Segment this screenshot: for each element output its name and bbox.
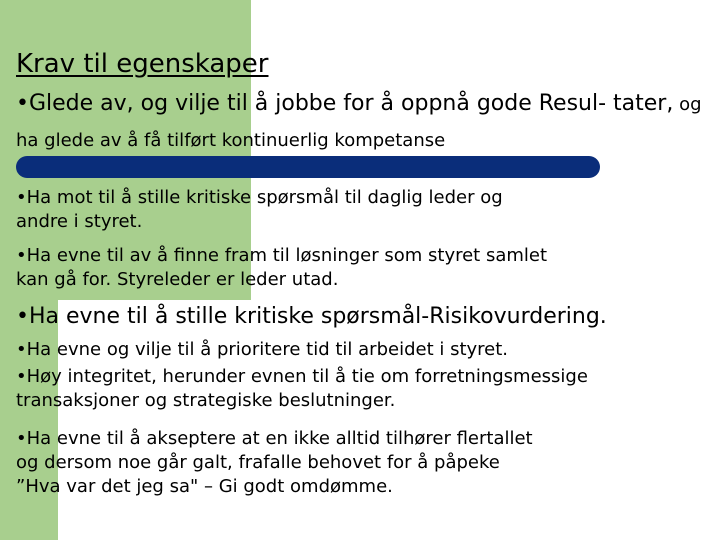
bullet-line: ”Hva var det jeg sa" – Gi godt omdømme. [16,476,393,497]
lead-bullet [16,86,716,158]
bullet-integrity [16,365,720,413]
lead-bullet-main: •Glede av, og vilje til å jobbe for å oppnå gode Resul- tater, [16,91,674,116]
bullet-critical-questions [16,186,720,234]
green-side-band-lower [0,300,58,540]
bullet-line: •Ha evne til å akseptere at en ikke alltid tilhører flertallet [16,428,533,449]
bullet-line: andre i styret. [16,211,143,232]
slide-title: Krav til egenskaper [16,49,269,79]
bullet-risk-assessment: •Ha evne til å stille kritiske spørsmål-Risikovurdering. [16,304,607,329]
bullet-line: •Ha evne og vilje til å prioritere tid til arbeidet i styret. [16,339,509,360]
bullet-line: •Ha evne til av å finne fram til løsninger som styret samlet [16,245,548,266]
divider-bar [16,156,600,178]
bullet-line: transaksjoner og strategiske beslutninger. [16,390,396,411]
bullet-line: •Ha mot til å stille kritiske spørsmål til daglig leder og [16,187,503,208]
content-panel [58,300,720,540]
bullet-prioritize-time [16,338,720,362]
bullet-line: kan gå for. Styreleder er leder utad. [16,269,339,290]
lead-bullet-tail: og ha glede av å få tilført kontinuerlig kompetanse [16,94,702,151]
bullet-line: •Høy integritet, herunder evnen til å tie om forretningsmessige [16,366,588,387]
bullet-line: og dersom noe går galt, frafalle behovet for å påpeke [16,452,500,473]
bullet-accept-majority [16,427,720,499]
bullet-solutions [16,244,720,292]
